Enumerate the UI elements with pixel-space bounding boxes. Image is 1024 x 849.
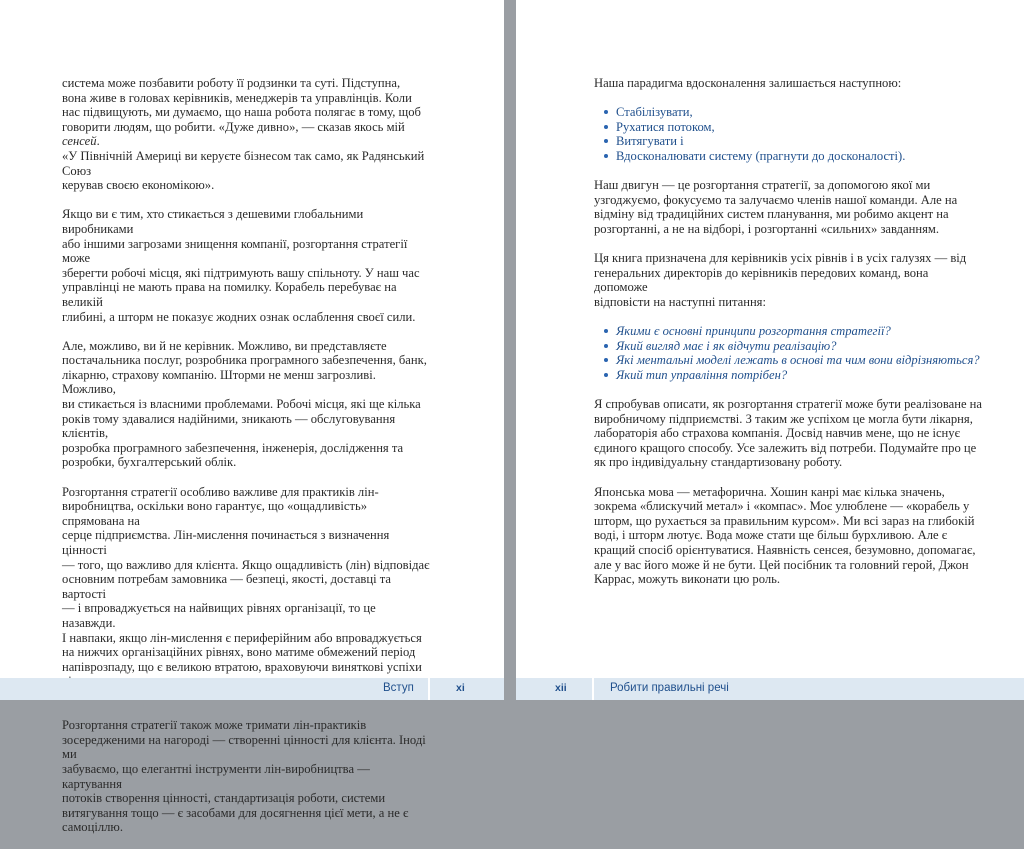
paragraph-2: Якщо ви є тим, хто стикається з дешевими глобальними виробниками або іншими загрозами знищення компанії, розгортання стратегії може зберегти робочі місця, які підтримують вашу спільноту. У наш час управлінці не мають права на помилку. Корабель перебуває на великій глибині, а шторм не показує жодних ознак ослаблення своєї сили. (62, 207, 420, 324)
chapter-title: Робити правильні речі (610, 682, 729, 694)
page-number: xii (555, 682, 567, 694)
paragraph-japanese: Японська мова — метафорична. Хошин канрі має кілька значень, зокрема «блискучий метал» і «компас». Моє улюблене — «корабель у шторм, що рухається за правильним курсом». Ми всі зараз на глибокій воді, і шторм лютує. Вода може стати ще більш бурхливою. Але є кращий спосіб орієнтуватися. Наявність сенсея, безумовно, допомагає, але у вас його може й не бути. Цей посібник та головний герой, Джон Каррас, можуть виконати цю роль. (594, 484, 976, 587)
paragraph-implementation: Я спробував описати, як розгортання стратегії може бути реалізоване на виробничому підприємстві. З таким же успіхом це могла бути лікарня, лабораторія або страхова компанія. Досвід навчив мене, що не існує єдиного кращого способу. Усе залежить від потреби. Подумайте про це як про індивідуальну стандартизовану роботу. (594, 397, 983, 470)
paragraph-book-purpose: Ця книга призначена для керівників усіх рівнів і в усіх галузях — від генеральних директорів до керівників передових команд, вона допоможе відповісти на наступні питання: (594, 251, 967, 309)
footer-divider (428, 678, 430, 700)
paradigm-intro: Наша парадигма вдосконалення залишається наступною: (594, 76, 902, 90)
right-page-footer (516, 678, 1024, 700)
footer-divider (592, 678, 594, 700)
italic-word-sensei: сенсей (62, 134, 97, 149)
chapter-title: Вступ (383, 682, 414, 694)
paragraph-4: Розгортання стратегії особливо важливе для практиків лін- виробництва, оскільки воно гарантує, що «ощадливість» спрямована на серце підприємства. Лін-мислення починається з визначення цінності — того, що важливо для клієнта. Якщо ощадливість (лін) відповідає основним потребам замовника — безпеці, якості, доставці та вартості — і впроваджується на найвищих рівнях організації, то це назавжди. І навпаки, якщо лін-мислення є периферійним або впроваджується на нижчих організаційних рівнях, воно матиме обмежений період напіврозпаду, що є великою втратою, враховуючи виняткові успіхи (62, 484, 430, 674)
list-item: Якими є основні принципи розгортання стратегії? (604, 324, 982, 339)
list-item: Який тип управління потрібен? (604, 368, 982, 383)
paragraph-5: Розгортання стратегії також може тримати лін-практиків зосередженими на нагороді — створенні цінності для клієнта. Іноді ми забуваємо, що елегантні інструменти лін-виробництва — картування потоків створення цінності, стандартизація роботи, системи витягування тощо — є засобами для досягнення цієї мети, а не є самоціллю. (62, 718, 426, 835)
list-item: Вдосконалювати систему (прагнути до досконалості). (604, 149, 982, 164)
list-item: Витягувати і (604, 134, 982, 149)
right-page-text (594, 76, 982, 601)
paragraph-3: Але, можливо, ви й не керівник. Можливо, ви представляєте постачальника послуг, розробника програмного забезпечення, банк, лікарню, страхову компанію. Шторми не менш загрозливі. Можливо, ви стикається із власними проблемами. Робочі місця, які ще кілька років тому здавалися надійними, зникають — обслуговування клієнтів, розробка програмного забезпечення, інженерія, дослідження та розробки, бухгалтерський облік. (62, 338, 427, 470)
list-item: Який вигляд має і як відчути реалізацію? (604, 339, 982, 354)
right-page (516, 0, 1024, 700)
left-page (0, 0, 504, 835)
list-item: Стабілізувати, (604, 105, 982, 120)
paragraph-engine: Наш двигун — це розгортання стратегії, за допомогою якої ми узгоджуємо, фокусуємо та залучаємо членів нашої команди. Але на відміну від традиційних систем планування, ми робимо акцент на розгортанні, а не на відборі, і розгортанні «сильних» завданням. (594, 178, 958, 236)
list-item: Рухатися потоком, (604, 120, 982, 135)
left-page-footer (0, 678, 504, 700)
left-page-text (62, 76, 430, 849)
page-number: xi (456, 682, 465, 694)
list-item: Які ментальні моделі лежать в основі та чим вони відрізняються? (604, 353, 982, 368)
paragraph-1: система може позбавити роботу її родзинки та суті. Підступна, вона живе в головах керівників, менеджерів та управлінців. Коли нас підвищують, ми думаємо, що наша робота полягає в тому, щоб говорити людям, що робити. «Дуже дивно», — сказав якось мій сенсей. «У Північній Америці ви керуєте бізнесом так само, як Радянський Союз керував своєю економікою». (62, 76, 425, 193)
questions-list (594, 324, 982, 382)
paradigm-list (594, 105, 982, 163)
